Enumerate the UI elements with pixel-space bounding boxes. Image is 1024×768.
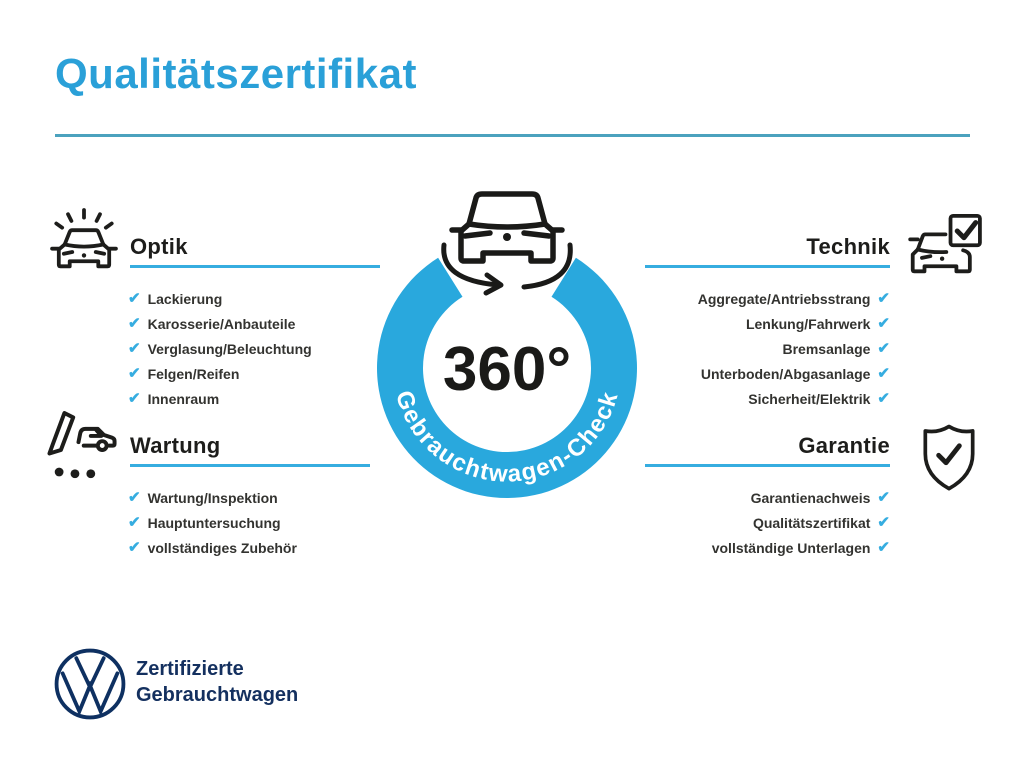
section-title-wartung: Wartung	[130, 433, 221, 458]
check-icon: ✔	[128, 489, 141, 506]
check-icon: ✔	[128, 539, 141, 556]
section-title-technik: Technik	[806, 234, 890, 259]
page-title: Qualitätszertifikat	[55, 50, 417, 97]
check-icon: ✔	[877, 365, 890, 382]
check-icon: ✔	[128, 390, 141, 407]
section-title-optik: Optik	[130, 234, 188, 259]
check-icon: ✔	[128, 315, 141, 332]
check-icon: ✔	[877, 290, 890, 307]
checklist-item	[698, 286, 890, 311]
brand-claim-line2: Gebrauchtwagen	[136, 684, 299, 706]
360-check-graphic	[357, 183, 657, 528]
sparkling-car-icon	[42, 205, 126, 289]
checklist-item	[753, 510, 890, 535]
checklist-item	[748, 386, 890, 411]
checklist-item	[128, 386, 219, 411]
check-icon: ✔	[128, 290, 141, 307]
checklist-item	[128, 361, 239, 386]
section-divider-garantie	[645, 464, 890, 467]
header-divider	[55, 134, 970, 137]
check-icon: ✔	[128, 365, 141, 382]
brand-claim-line1: Zertifizierte	[136, 658, 244, 680]
item-label: Sicherheit/Elektrik	[748, 390, 871, 407]
check-icon: ✔	[877, 315, 890, 332]
item-label: vollständiges Zubehör	[147, 539, 297, 556]
item-label: Aggregate/Antriebsstrang	[697, 290, 871, 307]
item-label: Karosserie/Anbauteile	[147, 315, 296, 332]
checklist-item	[128, 311, 295, 336]
badge-360: 360°	[442, 335, 572, 404]
check-icon: ✔	[877, 489, 890, 506]
checklist-item	[746, 311, 890, 336]
brand-claim	[136, 656, 298, 708]
check-icon: ✔	[128, 340, 141, 357]
rotating-car-icon	[444, 194, 571, 293]
check-icon: ✔	[877, 514, 890, 531]
item-label: Wartung/Inspektion	[147, 489, 278, 506]
item-label: Lenkung/Fahrwerk	[745, 315, 871, 332]
item-label: Lackierung	[147, 290, 223, 307]
section-divider-optik	[130, 265, 380, 268]
item-label: Bremsanlage	[782, 340, 871, 357]
checklist-item	[701, 361, 890, 386]
item-label: Innenraum	[147, 390, 220, 407]
checklist-item	[128, 535, 297, 560]
section-title-garantie: Garantie	[798, 433, 890, 458]
section-divider-technik	[645, 265, 890, 268]
item-label: Hauptuntersuchung	[147, 514, 281, 531]
shield-check-icon	[912, 420, 986, 504]
pencil-car-icon	[38, 406, 126, 494]
item-label: Felgen/Reifen	[147, 365, 240, 382]
check-icon: ✔	[877, 390, 890, 407]
checklist-item	[712, 535, 890, 560]
ring-label: Gebrauchtwagen-Check	[389, 387, 624, 489]
item-label: vollständige Unterlagen	[711, 539, 871, 556]
check-icon: ✔	[877, 539, 890, 556]
item-label: Garantienachweis	[750, 489, 871, 506]
vw-logo	[52, 646, 128, 722]
checklist-item	[128, 510, 281, 535]
check-icon: ✔	[128, 514, 141, 531]
item-label: Qualitätszertifikat	[752, 514, 871, 531]
check-icon: ✔	[877, 340, 890, 357]
checklist-item	[128, 286, 222, 311]
item-label: Unterboden/Abgasanlage	[700, 365, 871, 382]
car-checkbox-icon	[906, 210, 990, 294]
checklist-item	[128, 336, 312, 361]
checklist-item	[751, 485, 890, 510]
section-divider-wartung	[130, 464, 370, 467]
checklist-item	[128, 485, 278, 510]
checklist-item	[782, 336, 890, 361]
item-label: Verglasung/Beleuchtung	[147, 340, 312, 357]
